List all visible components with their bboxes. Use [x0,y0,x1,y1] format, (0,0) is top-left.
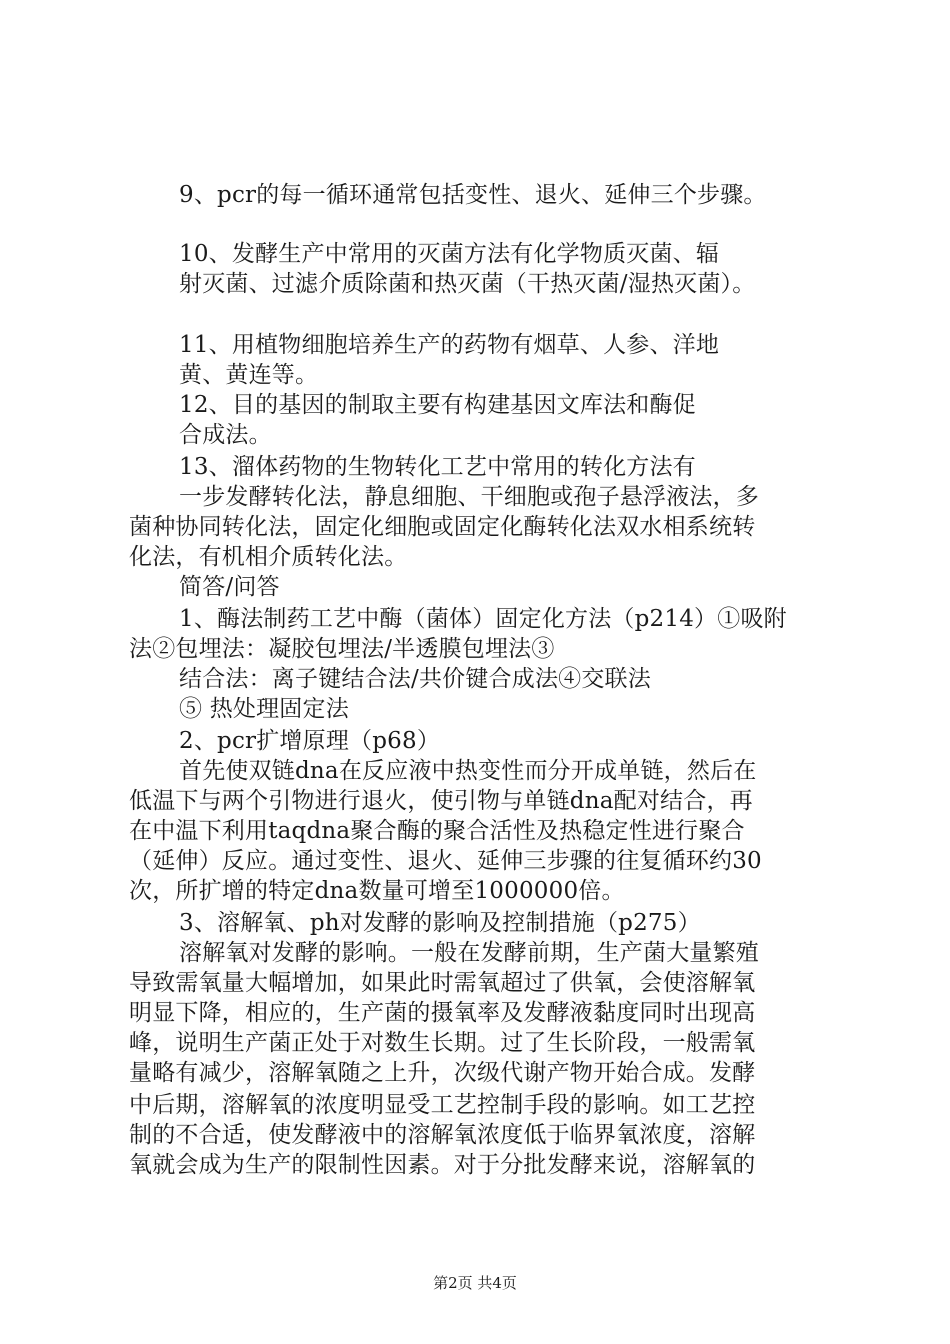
text-line: 11、用植物细胞培养生产的药物有烟草、人参、洋地 [179,332,720,358]
text-line: 峰，说明生产菌正处于对数生长期。过了生长阶段，一般需氧 [129,1030,756,1056]
text-line: 射灭菌、过滤介质除菌和热灭菌（干热灭菌/湿热灭菌）。 [179,271,756,297]
text-line: 菌种协同转化法，固定化细胞或固定化酶转化法双水相系统转 [129,514,756,540]
text-line: 黄、黄连等。 [179,362,319,388]
text-line: 9、pcr的每一循环通常包括变性、退火、延伸三个步骤。 [179,182,767,208]
text-line: 中后期，溶解氧的浓度明显受工艺控制手段的影响。如工艺控 [129,1092,756,1118]
text-line: 化法，有机相介质转化法。 [129,544,408,570]
text-line: 溶解氧对发酵的影响。一般在发酵前期，生产菌大量繁殖 [179,940,759,966]
text-line: 法②包埋法：凝胶包埋法/半透膜包埋法③ [129,636,555,662]
text-line: 3、溶解氧、ph对发酵的影响及控制措施（p275） [179,910,701,936]
text-line: 量略有减少，溶解氧随之上升，次级代谢产物开始合成。发酵 [129,1060,756,1086]
text-line: 合成法。 [179,422,272,448]
text-line: 氧就会成为生产的限制性因素。对于分批发酵来说，溶解氧的 [129,1152,756,1178]
text-line: 明显下降，相应的，生产菌的摄氧率及发酵液黏度同时出现高 [129,1000,756,1026]
text-line: 在中温下利用taqdna聚合酶的聚合活性及热稳定性进行聚合 [129,818,745,844]
text-line: 低温下与两个引物进行退火，使引物与单链dna配对结合，再 [129,788,753,814]
text-line: 次，所扩增的特定dna数量可增至1000000倍。 [129,878,625,904]
text-line: 2、pcr扩增原理（p68） [179,728,441,754]
text-line: 制的不合适，使发酵液中的溶解氧浓度低于临界氧浓度，溶解 [129,1122,756,1148]
text-line: 结合法：离子键结合法/共价键合成法④交联法 [179,666,651,692]
text-line: 导致需氧量大幅增加，如果此时需氧超过了供氧，会使溶解氧 [129,970,756,996]
text-line: 1、酶法制药工艺中酶（菌体）固定化方法（p214）①吸附 [179,606,787,632]
text-line: 一步发酵转化法，静息细胞、干细胞或孢子悬浮液法，多 [179,484,759,510]
text-line: 10、发酵生产中常用的灭菌方法有化学物质灭菌、辐 [179,241,720,267]
text-line: 13、溜体药物的生物转化工艺中常用的转化方法有 [179,454,696,480]
page-footer: 第2页 共4页 [433,1274,517,1292]
section-heading: 简答/问答 [179,574,280,600]
text-line: ⑤ 热处理固定法 [179,696,349,722]
text-line: 首先使双链dna在反应液中热变性而分开成单链，然后在 [179,758,757,784]
text-line: （延伸）反应。通过变性、退火、延伸三步骤的往复循环约30 [129,848,762,874]
text-line: 12、目的基因的制取主要有构建基因文库法和酶促 [179,392,696,418]
